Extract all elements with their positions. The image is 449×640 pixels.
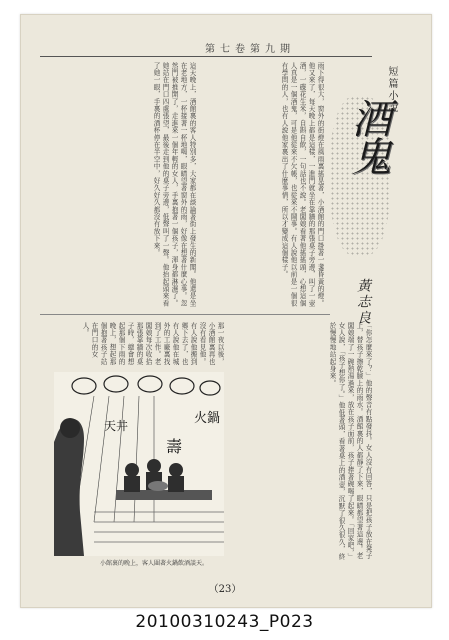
body-text-top-left: 這天晚上，酒館裏的客人特別多，大家都在談論著街上發生的新聞。他還是坐在老地方，一杯接著一杯地喝，眼睛望著窗外的雨，好像在想著什麼心事。忽然門被推開了，走進來一個年輕的女人，手裏抱著一個孩子，渾身都淋濕了。她站在門口四處張望，最後走到他的桌子旁邊，低聲叫了一聲。他抬起頭來看了她一眼，手裏的酒杯停在半空中，好久好久都沒有放下來。 — [152, 62, 196, 307]
issue-header: 第七卷第九期 — [205, 44, 295, 55]
body-text-bottom-right: 「你怎麼來了？」他的聲音有點發抖。女人沒有回答，只是把孩子放在凳子上，替孩子擦乾臉上的雨水。酒館裏的人都靜了下來，眼睛都望著這邊。老闆娘端了一碗熱湯過來，放在孩子面前，孩子捧著碗喝了起來。「回家吧，」女人說，「孩子想你了。」他低著頭，看著桌上的酒壺，沉默了很久很久，終於慢慢地站起身來。 — [328, 322, 372, 561]
body-text-bottom-left: 那一夜以後，小酒館裏再也沒有看見他。有人說他搬到鄉下去了，也有人說他在城外的工廠裏找到了工作。老闆娘每次收拾那張靠牆的桌子時，總會想起那個下雨的晚上，想起那個抱著孩子站在門口的女人。 — [81, 322, 224, 366]
woman-figure — [54, 419, 84, 556]
illustration-caption: 小館裏的晚上，客人圍著火鍋飲酒談天。 — [100, 560, 209, 567]
sign-right: 火鍋 — [194, 411, 221, 426]
body-text-top-right: 雨下得很大，窗外的街燈在風雨裏搖晃著，小酒館的門口掛著一盞昏黃的燈。他又來了，每天晚上都是這樣，一進門就坐在靠牆的那張桌子旁邊，叫了一壺酒，一碟花生米，自斟自飲，一句話也不說。老闆娘看著他搖搖頭，心想這個人真是一個酒鬼，可是他從來不欠帳，也從來不鬧事。有人說他以前是一個很有學問的人，也有人說他家裏出了什麼事情，所以才變成這個樣子。 — [280, 62, 324, 307]
section-label: 短篇小說 — [386, 66, 397, 114]
page-number: （23） — [208, 584, 242, 595]
column-divider — [40, 314, 330, 315]
sign-center: 壽 — [166, 437, 183, 456]
illustration — [54, 372, 224, 556]
hotpot-shape — [148, 481, 168, 491]
header-divider — [40, 56, 372, 57]
story-author: 黃志良 — [355, 278, 371, 326]
sign-left: 天井 — [104, 419, 129, 433]
story-title: 酒鬼 — [345, 98, 391, 174]
lantern-icons — [72, 376, 220, 395]
archive-id: 20100310243_P023 — [135, 612, 314, 632]
illustration-drawing — [54, 372, 224, 556]
